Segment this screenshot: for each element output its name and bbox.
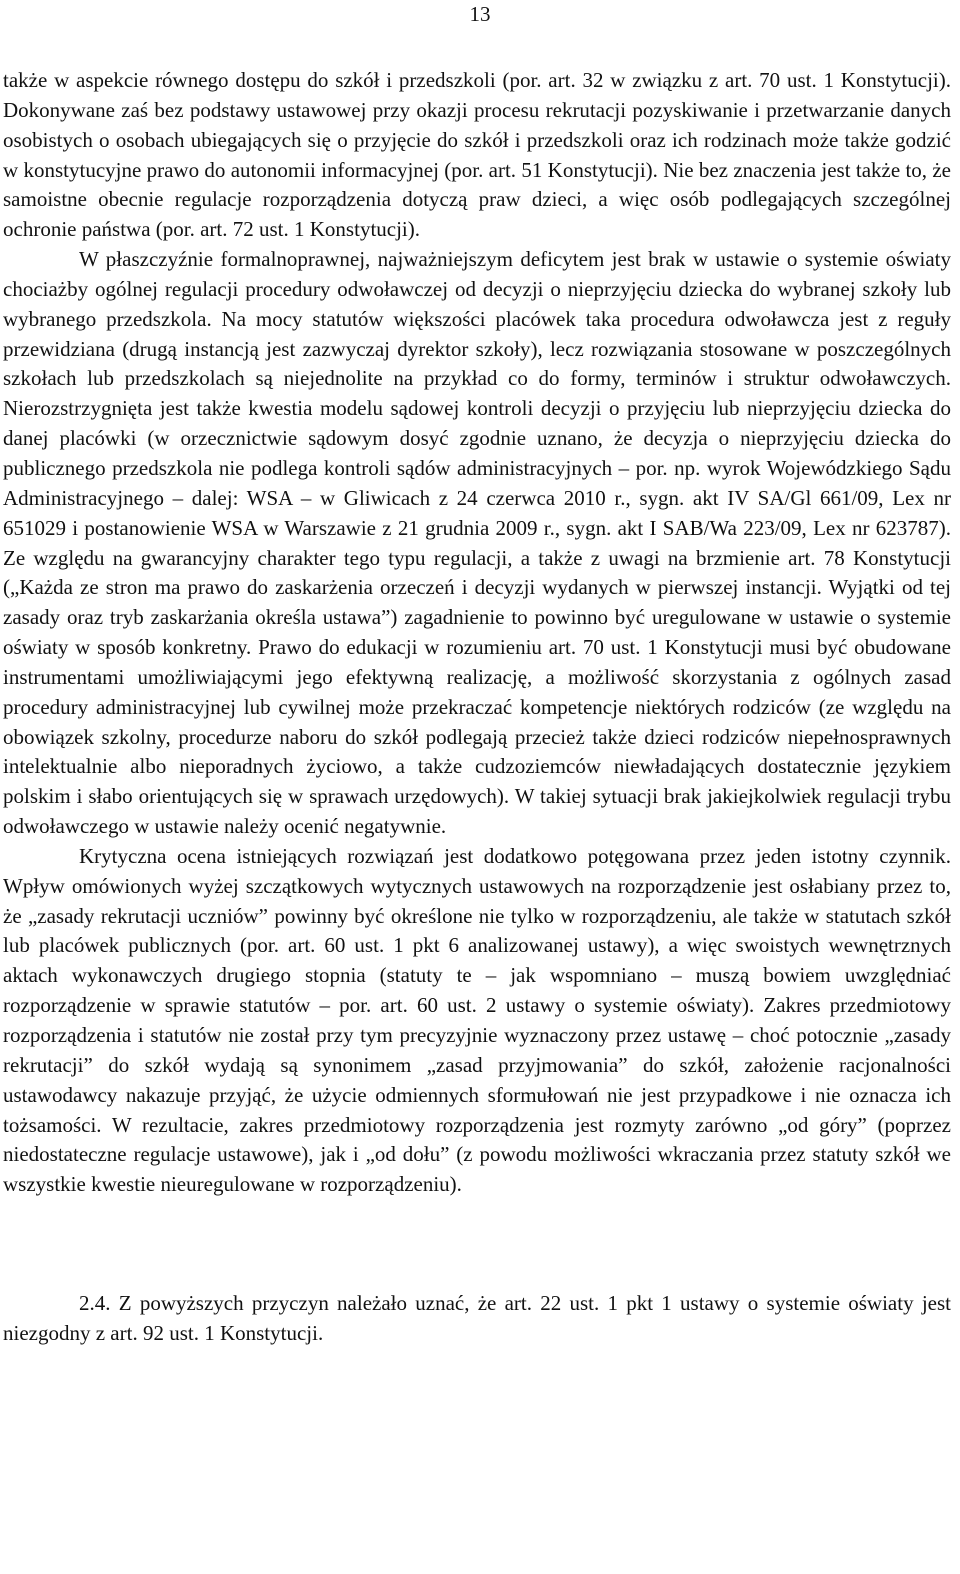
paragraph: także w aspekcie równego dostępu do szkół i przedszkoli (por. art. 32 w związku z art. 70 ust. 1 Konstytucji). Dokonywane zaś bez podstawy ustawowej przy okazji procesu rekrutacji pozyskiwanie i przetwarzanie danych osobistych o osobach ubiegających się o przyjęcie do szkół i przedszkoli oraz ich rodzinach może także godzić w konstytucyjne prawo do autonomii informacyjnej (por. art. 51 Konstytucji). Nie bez znaczenia jest także to, że samoistne obecnie regulacje rozporządzenia dotyczą praw dzieci, a więc osób podlegających szczególnej ochronie państwa (por. art. 72 ust. 1 Konstytucji).: [3, 68, 951, 242]
document-body: [3, 66, 951, 1349]
section-conclusion: 2.4. Z powyższych przyczyn należało uznać, że art. 22 ust. 1 pkt 1 ustawy o systemie oświaty jest niezgodny z art. 92 ust. 1 Konstytucji.: [3, 1291, 951, 1345]
paragraph: Krytyczna ocena istniejących rozwiązań jest dodatkowo potęgowana przez jeden istotny czynnik. Wpływ omówionych wyżej szczątkowych wytycznych ustawowych na rozporządzenie jest osłabiany przez to, że „zasady rekrutacji uczniów” powinny być określone nie tylko w rozporządzeniu, ale także w statutach szkół lub placówek publicznych (por. art. 60 ust. 1 pkt 6 analizowanej ustawy), a więc swoistych wewnętrznych aktach wykonawczych drugiego stopnia (statuty te – jak wspomniano – muszą bowiem uwzględniać rozporządzenie w sprawie statutów – por. art. 60 ust. 2 ustawy o systemie oświaty). Zakres przedmiotowy rozporządzenia i statutów nie został przy tym precyzyjnie wyznaczony przez ustawę – choć potocznie „zasady rekrutacji” do szkół wydają są synonimem „zasad przyjmowania” do szkół, założenie racjonalności ustawodawcy nakazuje przyjąć, że użycie odmiennych sformułowań nie jest przypadkowe i nie oznacza ich tożsamości. W rezultacie, zakres przedmiotowy rozporządzenia jest rozmyty zarówno „od góry” (poprzez niedostateczne regulacje ustawowe), jak i „od dołu” (z powodu możliwości wkraczania przez statuty szkół we wszystkie kwestie nieuregulowane w rozporządzeniu).: [3, 843, 951, 1197]
section-spacer: [3, 1200, 951, 1289]
paragraph: W płaszczyźnie formalnoprawnej, najważniejszym deficytem jest brak w ustawie o systemie oświaty chociażby ogólnej regulacji procedury odwoławczej od decyzji o nieprzyjęciu dziecka do wybranej szkoły lub wybranego przedszkola. Na mocy statutów większości placówek taka procedura odwoławcza jest z reguły przewidziana (drugą instancją jest zazwyczaj dyrektor szkoły), lecz rozwiązania stosowane w poszczególnych szkołach lub przedszkolach są niejednolite na przykład co do formy, terminów i struktur odwoławczych. Nierozstrzygnięta jest także kwestia modelu sądowej kontroli decyzji o przyjęciu lub nieprzyjęciu dziecka do danej placówki (w orzecznictwie sądowym dosyć zgodnie uznano, że decyzja o nieprzyjęciu dziecka do publicznego przedszkola nie podlega kontroli sądów administracyjnych – por. np. wyrok Wojewódzkiego Sądu Administracyjnego – dalej: WSA – w Gliwicach z 24 czerwca 2010 r., sygn. akt IV SA/Gl 661/09, Lex nr 651029 i postanowienie WSA w Warszawie z 21 grudnia 2009 r., sygn. akt I SAB/Wa 223/09, Lex nr 623787). Ze względu na gwarancyjny charakter tego typu regulacji, a także z uwagi na brzmienie art. 78 Konstytucji („Każda ze stron ma prawo do zaskarżenia orzeczeń i decyzji wydanych w pierwszej instancji. Wyjątki od tej zasady oraz tryb zaskarżania określa ustawa”) zagadnienie to powinno być uregulowane w ustawie o systemie oświaty w sposób konkretny. Prawo do edukacji w rozumieniu art. 70 ust. 1 Konstytucji musi być obudowane instrumentami umożliwiającymi jego efektywną realizację, a możliwość skorzystania z ogólnych zasad procedury administracyjnej lub cywilnej może przekraczać kompetencje niektórych rodziców (ze względu na obowiązek szkolny, procedurze naboru do szkół podlegają przecież także dzieci rodziców niepełnosprawnych intelektualnie albo nieporadnych życiowo, a także cudzoziemców niewładających dostatecznie językiem polskim i słabo orientujących się w sprawach urzędowych). W takiej sytuacji brak jakiejkolwiek regulacji trybu odwoławczego w ustawie należy ocenić negatywnie.: [3, 247, 951, 839]
page-number: 13: [469, 2, 491, 26]
